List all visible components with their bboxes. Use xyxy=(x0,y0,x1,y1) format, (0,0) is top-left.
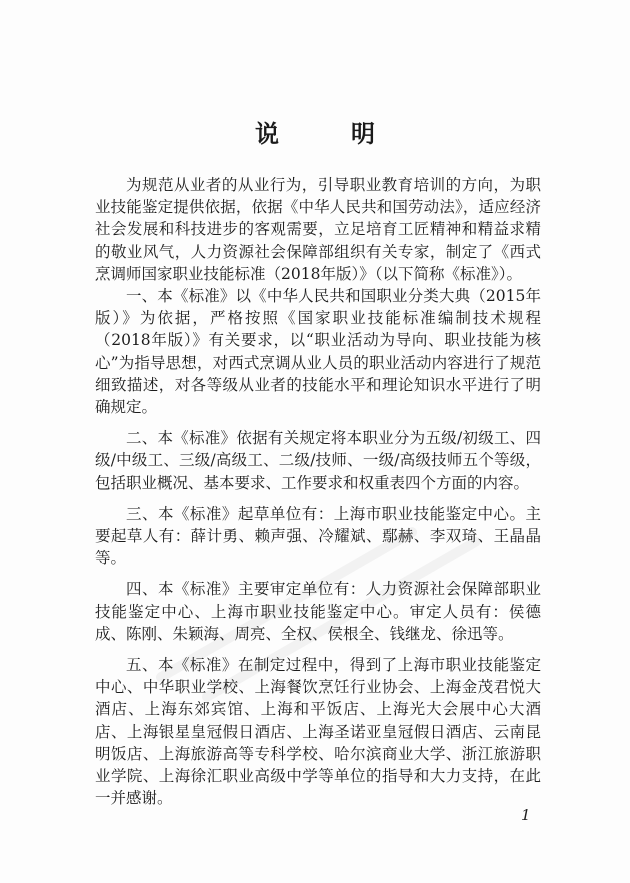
paragraph-1: 一、本《标准》以《中华人民共和国职业分类大典（2015年版）》为依据，严格按照《国家职业技能标准编制技术规程（2018年版）》有关要求，以“职业活动为导向、职业技能为核心”为指导思想，对西式烹调从业人员的职业活动内容进行了规范细致描述，对各等级从业者的技能水平和理论知识水平进行了明确规定。 xyxy=(95,287,541,417)
paragraph-5: 五、本《标准》在制定过程中，得到了上海市职业技能鉴定中心、中华职业学校、上海餐饮烹饪行业协会、上海金茂君悦大酒店、上海东郊宾馆、上海和平饭店、上海光大会展中心大酒店、上海银星皇冠假日酒店、上海圣诺亚皇冠假日酒店、云南昆明饭店、上海旅游高等专科学校、哈尔滨商业大学、浙江旅游职业学院、上海徐汇职业高级中学等单位的指导和大力支持，在此一并感谢。 xyxy=(95,656,541,808)
paragraph-4: 四、本《标准》主要审定单位有：人力资源社会保障部职业技能鉴定中心、上海市职业技能鉴定中心。审定人员有：侯德成、陈刚、朱颖海、周亮、全权、侯根全、钱继龙、徐迅等。 xyxy=(95,580,541,643)
page-title: 说 明 xyxy=(255,120,399,148)
paragraph-3: 三、本《标准》起草单位有：上海市职业技能鉴定中心。主要起草人有：薛计勇、赖声强、冷耀斌、鄢赫、李双琦、王晶晶等。 xyxy=(95,504,541,568)
paragraph-2: 二、本《标准》依据有关规定将本职业分为五级/初级工、四级/中级工、三级/高级工、二级/技师、一级/高级技师五个等级，包括职业概况、基本要求、工作要求和权重表四个方面的内容。 xyxy=(95,429,541,492)
body-text xyxy=(95,174,541,809)
paragraph-intro: 为规范从业者的从业行为，引导职业教育培训的方向，为职业技能鉴定提供依据，依据《中华人民共和国劳动法》，适应经济社会发展和科技进步的客观需要，立足培育工匠精神和精益求精的敬业风气，人力资源社会保障部组织有关专家，制定了《西式烹调师国家职业技能标准（2018年版）》（以下简称《标准》）。 xyxy=(95,176,541,283)
page-number: 1 xyxy=(521,806,531,824)
